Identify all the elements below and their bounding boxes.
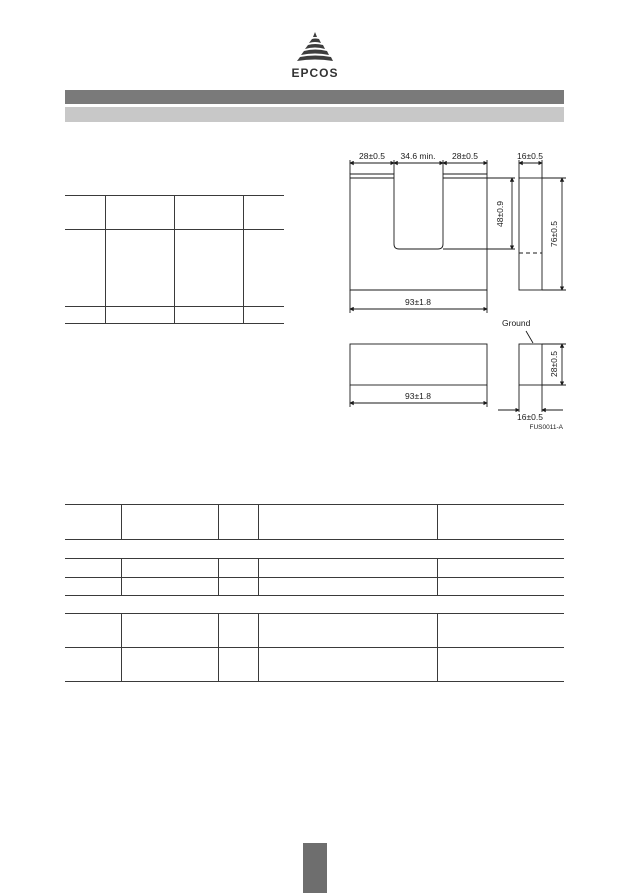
dim-depth-top: 16±0.5	[517, 151, 543, 161]
epcos-logo-mark	[292, 30, 338, 70]
dim-total-width-top: 93±1.8	[405, 297, 431, 307]
dim-base-height: 28±0.5	[549, 351, 559, 377]
u-core-outline	[350, 174, 487, 290]
dim-depth-bottom: 16±0.5	[517, 412, 543, 422]
page-footer-tab	[303, 843, 327, 893]
dim-total-width-bottom: 93±1.8	[405, 391, 431, 401]
epcos-logo-text: EPCOS	[291, 66, 339, 80]
figure-code: FUS0011-A	[529, 424, 563, 431]
ground-label: Ground	[502, 318, 531, 328]
header-bar-light	[65, 107, 564, 122]
dim-window-width: 34.6 min.	[400, 151, 436, 161]
dim-right-leg: 28±0.5	[452, 151, 478, 161]
dim-window-height: 48±0.9	[495, 201, 505, 227]
dim-total-height: 76±0.5	[549, 221, 559, 247]
dim-left-leg: 28±0.5	[359, 151, 385, 161]
core-dimension-drawing	[330, 140, 570, 440]
header-bar-dark	[65, 90, 564, 104]
